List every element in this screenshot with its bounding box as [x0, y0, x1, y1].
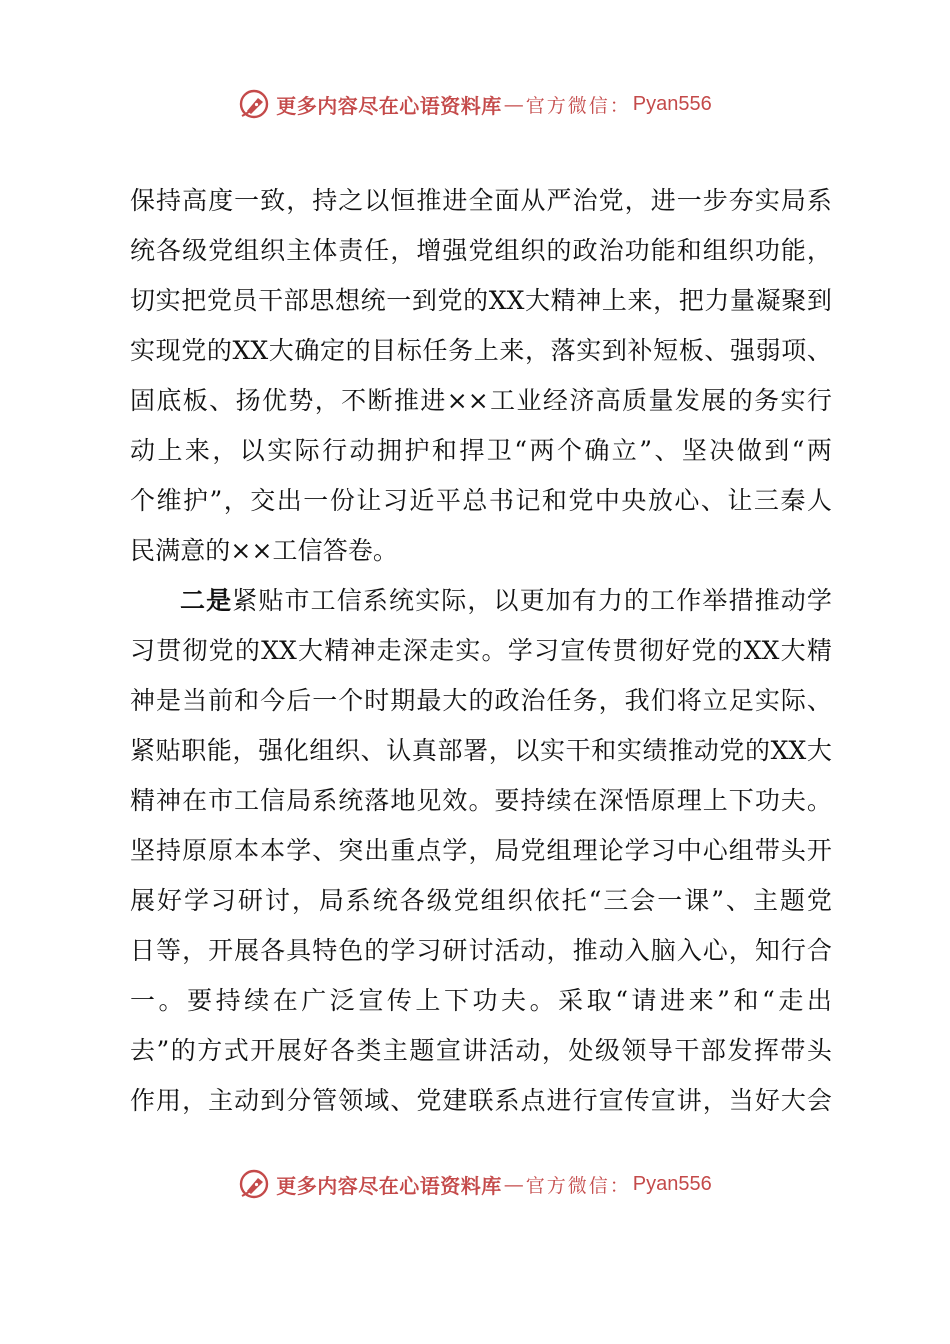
paragraph-lead: 二是: [180, 586, 233, 615]
banner-wechat-label: 官方微信：: [525, 1174, 631, 1197]
text-line: 切实把党员干部思想统一到党的XX大精神上来，把力量凝聚到: [130, 286, 832, 315]
banner-main-text: 更多内容尽在心语资料库: [276, 1173, 502, 1198]
text-line: 个维护”，交出一份让习近平总书记和党中央放心、让三秦人: [130, 486, 832, 515]
text-span: 紧贴市工信系统实际，以更加有力的工作举措推动学: [232, 586, 832, 615]
banner-separator: —: [503, 1172, 524, 1196]
footer-watermark-banner: [0, 1164, 950, 1204]
paragraph-1: [130, 176, 832, 576]
text-line: 实现党的XX大确定的目标任务上来，落实到补短板、强弱项、: [130, 336, 832, 365]
text-line: 一。要持续在广泛宣传上下功夫。采取“请进来”和“走出: [130, 986, 832, 1015]
text-line: 日等，开展各具特色的学习研讨活动，推动入脑入心，知行合: [130, 936, 832, 965]
text-line: 保持高度一致，持之以恒推进全面从严治党，进一步夯实局系: [130, 186, 832, 215]
text-line: 神是当前和今后一个时期最大的政治任务，我们将立足实际、: [130, 686, 832, 715]
text-line: 民满意的××工信答卷。: [130, 536, 398, 565]
text-line: 展好学习研讨，局系统各级党组织依托“三会一课”、主题党: [130, 886, 832, 915]
banner-wechat-id: Pyan556: [632, 1172, 712, 1195]
header-watermark-banner: [0, 84, 950, 124]
banner-separator: —: [503, 92, 524, 116]
text-line: 习贯彻党的XX大精神走深走实。学习宣传贯彻好党的XX大精: [130, 636, 832, 665]
pen-nib-logo-icon: [238, 1167, 272, 1201]
banner-main-text: 更多内容尽在心语资料库: [276, 93, 502, 118]
text-line: 坚持原原本本学、突出重点学，局党组理论学习中心组带头开: [130, 836, 832, 865]
text-line: 精神在市工信局系统落地见效。要持续在深悟原理上下功夫。: [130, 786, 832, 815]
text-line: 动上来，以实际行动拥护和捍卫“两个确立”、坚决做到“两: [130, 436, 832, 465]
text-line: 去”的方式开展好各类主题宣讲活动，处级领导干部发挥带头: [130, 1036, 832, 1065]
paragraph-2: [130, 576, 832, 1126]
pen-nib-logo-icon: [238, 87, 272, 121]
text-line: 作用，主动到分管领域、党建联系点进行宣传宣讲，当好大会: [130, 1086, 832, 1115]
text-line: 统各级党组织主体责任，增强党组织的政治功能和组织功能，: [130, 236, 832, 265]
banner-wechat-label: 官方微信：: [525, 94, 631, 117]
text-line: 固底板、扬优势，不断推进××工业经济高质量发展的务实行: [130, 386, 832, 415]
text-line: [130, 576, 832, 626]
banner-wechat-id: Pyan556: [632, 92, 712, 115]
text-line: 紧贴职能，强化组织、认真部署，以实干和实绩推动党的XX大: [130, 736, 832, 765]
document-body: [130, 176, 832, 1126]
